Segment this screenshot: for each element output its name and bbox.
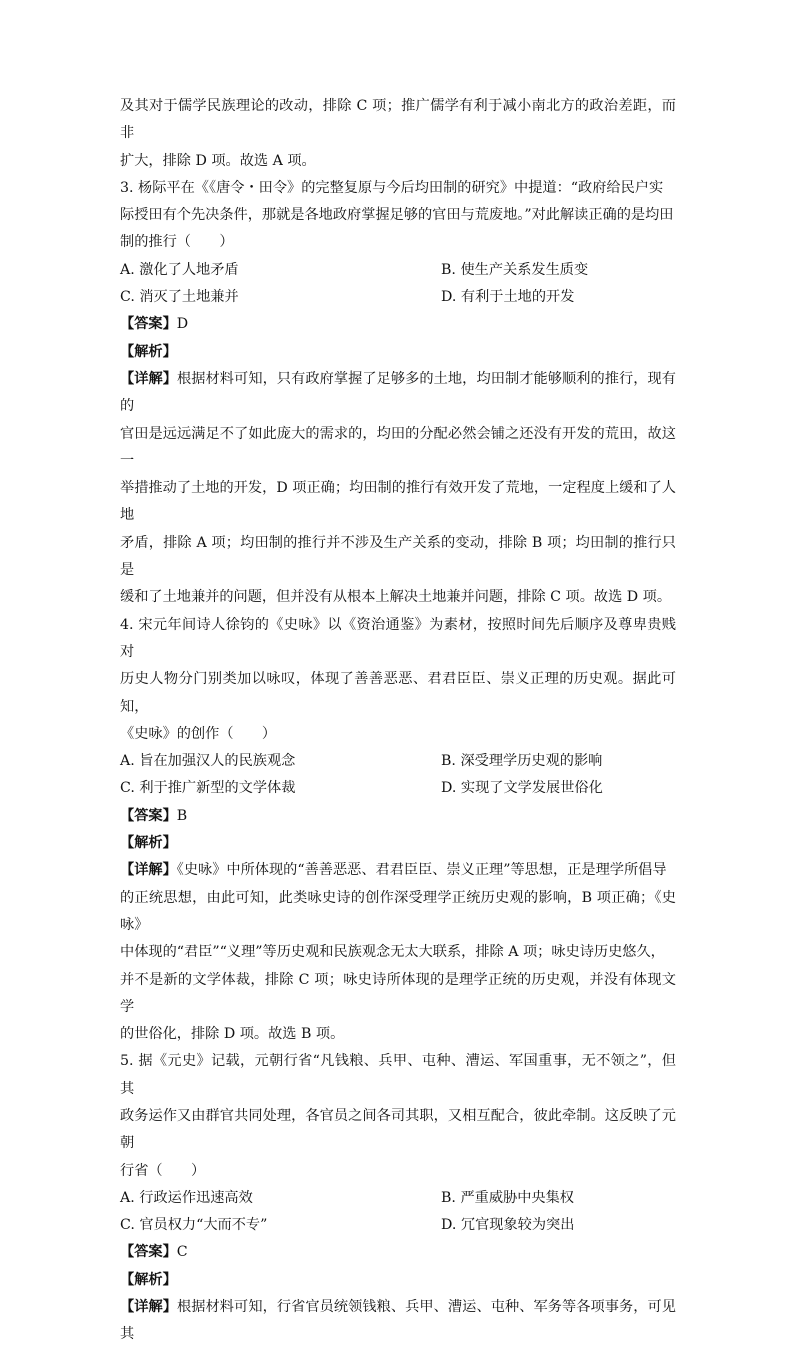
- answer-tag: 【答案】: [120, 807, 177, 824]
- detail-line: [120, 857, 676, 884]
- detail-line: 矛盾，排除 A 项；均田制的推行并不涉及生产关系的变动，排除 B 项；均田制的推行只是: [120, 534, 676, 579]
- detail-line: [120, 1294, 676, 1349]
- analysis-line: [120, 339, 676, 366]
- question-stem-line: 制的推行（ ）: [120, 234, 234, 251]
- option-c: C. 消灭了土地兼并: [120, 289, 239, 306]
- option-d: D. 实现了文学发展世俗化: [441, 780, 603, 797]
- question-stem-line: 5. 据《元史》记载，元朝行省“凡钱粮、兵甲、屯种、漕运、军国重事，无不领之”，但其: [120, 1053, 676, 1097]
- detail-line: 并不是新的文学体裁，排除 C 项；咏史诗所体现的是理学正统的历史观，并没有体现文学: [120, 971, 676, 1015]
- question-stem-line: 《史咏》的创作（ ）: [120, 725, 277, 742]
- option-c: C. 利于推广新型的文学体裁: [120, 780, 296, 797]
- option-d: D. 冗官现象较为突出: [441, 1217, 575, 1234]
- question-stem-line: 政务运作又由群官共同处理，各官员之间各司其职，又相互配合，彼此牵制。这反映了元朝: [120, 1107, 676, 1152]
- answer-tag: 【答案】: [120, 1244, 177, 1261]
- options-row: [120, 748, 676, 775]
- option-a: A. 旨在加强汉人的民族观念: [120, 753, 296, 770]
- option-b: B. 使生产关系发生质变: [441, 261, 589, 278]
- options-row: [120, 284, 676, 311]
- question-stem-line: 行省（ ）: [120, 1162, 206, 1179]
- intro-line: 扩大，排除 D 项。故选 A 项。: [120, 152, 316, 169]
- detail-line: [120, 366, 676, 421]
- detail-line: 的世俗化，排除 D 项。故选 B 项。: [120, 1026, 345, 1043]
- option-d: D. 有利于土地的开发: [441, 289, 575, 306]
- answer-line: [120, 803, 676, 830]
- detail-text: 根据材料可知，行省官员统领钱粮、兵甲、漕运、屯种、军务等各项事务，可见其: [120, 1299, 676, 1343]
- detail-line: 的正统思想，由此可知，此类咏史诗的创作深受理学正统历史观的影响，B 项正确；《史咏》: [120, 889, 676, 933]
- question-3: [120, 175, 676, 612]
- detail-tag: 【详解】: [120, 1299, 178, 1316]
- option-a: A. 激化了人地矛盾: [120, 261, 239, 278]
- detail-line: 官田是远远满足不了如此庞大的需求的，均田的分配必然会铺之还没有开发的荒田，故这一: [120, 425, 676, 469]
- answer-line: [120, 1239, 676, 1266]
- detail-tag: 【详解】: [120, 862, 177, 879]
- detail-text: 根据材料可知，只有政府掌握了足够多的土地，均田制才能够顺利的推行，现有的: [120, 370, 676, 415]
- option-c: C. 官员权力“大而不专”: [120, 1217, 268, 1234]
- options-row: [120, 1212, 676, 1239]
- answer-line: [120, 311, 676, 338]
- option-b: B. 深受理学历史观的影响: [441, 753, 603, 770]
- analysis-tag: 【解析】: [120, 1271, 177, 1288]
- detail-tag: 【详解】: [120, 370, 178, 387]
- detail-line: 缓和了土地兼并的问题，但并没有从根本上解决土地兼并问题，排除 C 项。故选 D 项。: [120, 589, 672, 606]
- question-4: [120, 612, 676, 1049]
- answer-value: C: [176, 1244, 188, 1261]
- detail-text: 《史咏》中所体现的“善善恶恶、君君臣臣、崇义正理”等思想，正是理学所倡导: [176, 862, 667, 879]
- question-stem-line: 4. 宋元年间诗人徐钧的《史咏》以《资治通鉴》为素材，按照时间先后顺序及尊卑贵贱对: [120, 616, 676, 660]
- analysis-tag: 【解析】: [120, 343, 177, 360]
- question-stem-line: 历史人物分门别类加以咏叹，体现了善善恶恶、君君臣臣、崇义正理的历史观。据此可知，: [120, 671, 676, 715]
- option-b: B. 严重威胁中央集权: [441, 1189, 574, 1206]
- answer-value: B: [176, 807, 188, 824]
- detail-line: 举措推动了土地的开发，D 项正确；均田制的推行有效开发了荒地，一定程度上缓和了人地: [120, 480, 676, 524]
- intro-line: 及其对于儒学民族理论的改动，排除 C 项；推广儒学有利于减小南北方的政治差距，而非: [120, 98, 676, 142]
- option-a: A. 行政运作迅速高效: [120, 1189, 253, 1206]
- page-content: [120, 93, 676, 1349]
- analysis-line: [120, 830, 676, 857]
- question-5: [120, 1048, 676, 1348]
- analysis-line: [120, 1267, 676, 1294]
- options-row: [120, 775, 676, 802]
- answer-tag: 【答案】: [120, 316, 177, 333]
- analysis-tag: 【解析】: [120, 835, 177, 852]
- question-stem-line: 际授田有个先决条件，那就是各地政府掌握足够的官田与荒废地。”对此解读正确的是均田: [120, 207, 674, 224]
- options-row: [120, 257, 676, 284]
- answer-value: D: [176, 316, 189, 333]
- question-stem-line: 3. 杨际平在《《唐令・田令》的完整复原与今后均田制的研究》中提道：“政府给民户实: [120, 179, 664, 196]
- options-row: [120, 1185, 676, 1212]
- detail-line: 中体现的“君臣”“义理”等历史观和民族观念无太大联系，排除 A 项；咏史诗历史悠久，: [120, 944, 665, 961]
